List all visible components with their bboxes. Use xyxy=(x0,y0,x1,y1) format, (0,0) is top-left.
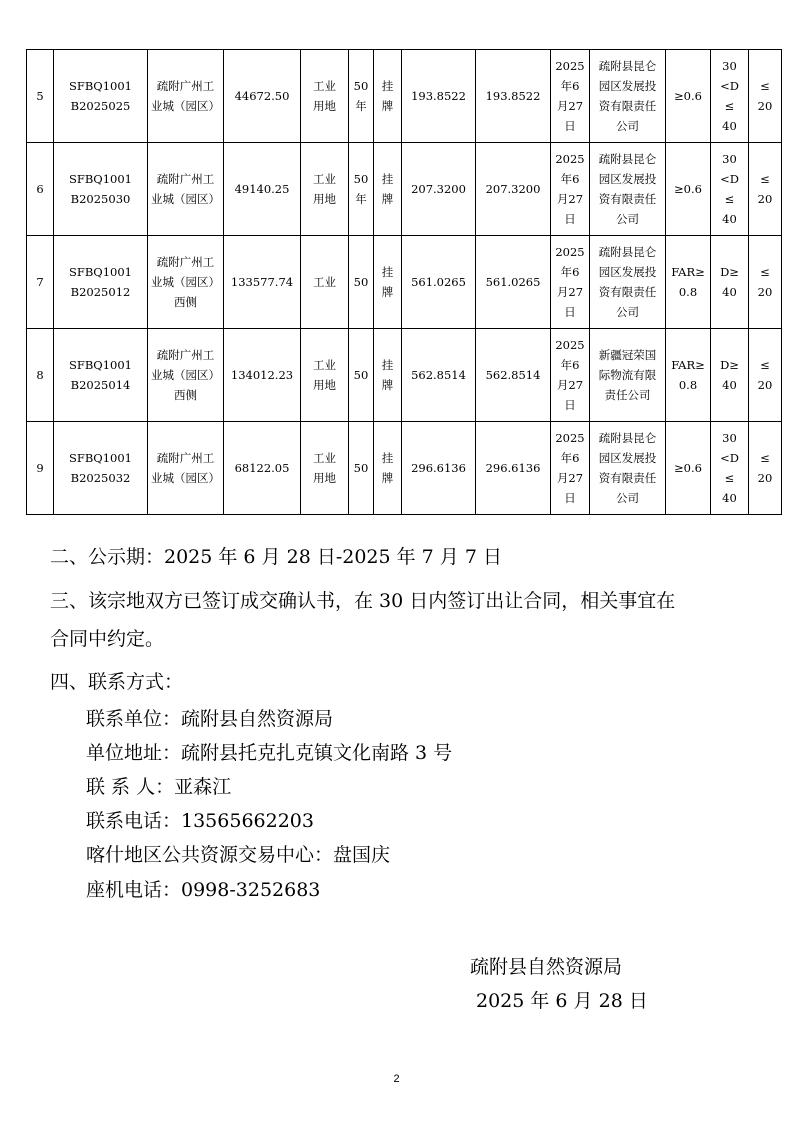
cell-area xyxy=(224,329,301,422)
cell-text: SFBQ1001 B2025030 xyxy=(68,172,132,206)
cell-date xyxy=(551,236,590,329)
cell-method xyxy=(374,422,402,515)
cell-green xyxy=(749,422,782,515)
announcement-period: 二、公示期：2025 年 6 月 28 日-2025 年 7 月 7 日 xyxy=(50,546,502,568)
cell-text: ≥0.6 xyxy=(674,89,702,103)
cell-date xyxy=(551,422,590,515)
cell-text: 561.0265 xyxy=(485,275,541,289)
cell-green xyxy=(749,236,782,329)
cell-deal-price xyxy=(476,236,551,329)
cell-code xyxy=(54,143,148,236)
cell-text: 工业 用地 xyxy=(313,172,336,206)
cell-far xyxy=(666,50,711,143)
land-transaction-table xyxy=(26,49,782,515)
contact-landline: 座机电话：0998-3252683 xyxy=(86,879,321,901)
contact-phone: 联系电话：13565662203 xyxy=(86,810,314,832)
cell-start-price xyxy=(402,329,476,422)
cell-green xyxy=(749,329,782,422)
cell-text: ≤ 20 xyxy=(757,172,773,206)
cell-green xyxy=(749,143,782,236)
cell-text: 296.6136 xyxy=(485,461,541,475)
contact-address: 单位地址：疏附县托克扎克镇文化南路 3 号 xyxy=(86,742,453,764)
cell-text: 疏附广州工 业城（园区） 西侧 xyxy=(151,348,220,402)
cell-text: 2025 年6 月27 日 xyxy=(555,431,585,505)
cell-text: 挂 牌 xyxy=(381,451,394,485)
cell-text: 2025 年6 月27 日 xyxy=(555,245,585,319)
cell-term xyxy=(349,236,374,329)
cell-use xyxy=(301,143,349,236)
contact-unit: 联系单位：疏附县自然资源局 xyxy=(86,708,334,730)
cell-use xyxy=(301,329,349,422)
cell-text: 疏附县昆仑 园区发展投 资有限责任 公司 xyxy=(598,152,657,226)
cell-text: 挂 牌 xyxy=(381,358,394,392)
cell-text: 工业 用地 xyxy=(313,358,336,392)
cell-far xyxy=(666,236,711,329)
cell-text: 133577.74 xyxy=(230,275,294,289)
cell-term xyxy=(349,329,374,422)
cell-date xyxy=(551,143,590,236)
table-row xyxy=(27,236,782,329)
cell-location xyxy=(148,143,224,236)
cell-use xyxy=(301,422,349,515)
signature-org: 疏附县自然资源局 xyxy=(470,956,623,978)
cell-code xyxy=(54,50,148,143)
contract-note-line1: 三、该宗地双方已签订成交确认书，在 30 日内签订出让合同，相关事宜在 xyxy=(50,590,676,612)
contract-note-line2: 合同中约定。 xyxy=(50,628,165,650)
cell-text: 工业 用地 xyxy=(313,451,336,485)
cell-deal-price xyxy=(476,422,551,515)
cell-text: D≥ 40 xyxy=(720,265,739,299)
table-row xyxy=(27,329,782,422)
cell-density xyxy=(711,329,749,422)
cell-text: 44672.50 xyxy=(234,89,290,103)
cell-text: FAR≥ 0.8 xyxy=(671,265,705,299)
cell-text: 工业 xyxy=(313,275,336,289)
cell-start-price xyxy=(402,143,476,236)
cell-term xyxy=(349,143,374,236)
cell-text: 挂 牌 xyxy=(381,265,394,299)
cell-text: ≤ 20 xyxy=(757,358,773,392)
cell-text: 2025 年6 月27 日 xyxy=(555,59,585,133)
cell-use xyxy=(301,236,349,329)
cell-no xyxy=(27,422,54,515)
cell-text: 50 xyxy=(353,461,369,475)
cell-buyer xyxy=(590,143,666,236)
cell-text: 50 年 xyxy=(353,79,369,113)
table-row xyxy=(27,143,782,236)
cell-text: D≥ 40 xyxy=(720,358,739,392)
cell-text: 193.8522 xyxy=(485,89,541,103)
cell-text: 疏附县昆仑 园区发展投 资有限责任 公司 xyxy=(598,245,657,319)
cell-density xyxy=(711,422,749,515)
cell-text: 6 xyxy=(36,182,44,196)
cell-code xyxy=(54,236,148,329)
cell-location xyxy=(148,329,224,422)
cell-text: 疏附广州工 业城（园区） xyxy=(151,79,220,113)
cell-start-price xyxy=(402,236,476,329)
cell-method xyxy=(374,143,402,236)
cell-text: 7 xyxy=(36,275,44,289)
cell-buyer xyxy=(590,236,666,329)
cell-text: 2025 年6 月27 日 xyxy=(555,338,585,412)
cell-text: 30 <D ≤ 40 xyxy=(720,59,739,133)
contact-heading: 四、联系方式： xyxy=(50,671,184,693)
cell-text: 68122.05 xyxy=(234,461,290,475)
signature-date: 2025 年 6 月 28 日 xyxy=(476,990,648,1012)
table-row xyxy=(27,422,782,515)
cell-text: ≤ 20 xyxy=(757,265,773,299)
cell-text: 疏附广州工 业城（园区） 西侧 xyxy=(151,255,220,309)
page-number: 2 xyxy=(393,1073,400,1085)
cell-text: SFBQ1001 B2025025 xyxy=(68,79,132,113)
cell-method xyxy=(374,236,402,329)
cell-start-price xyxy=(402,50,476,143)
cell-date xyxy=(551,50,590,143)
cell-density xyxy=(711,236,749,329)
cell-far xyxy=(666,422,711,515)
cell-deal-price xyxy=(476,50,551,143)
cell-method xyxy=(374,329,402,422)
cell-deal-price xyxy=(476,143,551,236)
cell-text: ≤ 20 xyxy=(757,451,773,485)
cell-text: 193.8522 xyxy=(411,89,466,103)
contact-person: 联 系 人：亚森江 xyxy=(86,776,232,798)
cell-text: 30 <D ≤ 40 xyxy=(720,431,739,505)
cell-text: 疏附广州工 业城（园区） xyxy=(151,172,220,206)
contact-trading-center: 喀什地区公共资源交易中心：盘国庆 xyxy=(86,844,391,866)
cell-use xyxy=(301,50,349,143)
cell-density xyxy=(711,143,749,236)
cell-date xyxy=(551,329,590,422)
cell-deal-price xyxy=(476,329,551,422)
cell-area xyxy=(224,422,301,515)
cell-location xyxy=(148,236,224,329)
cell-no xyxy=(27,236,54,329)
cell-text: 207.3200 xyxy=(485,182,541,196)
cell-far xyxy=(666,143,711,236)
cell-buyer xyxy=(590,329,666,422)
cell-text: 296.6136 xyxy=(411,461,466,475)
cell-text: 207.3200 xyxy=(411,182,466,196)
cell-method xyxy=(374,50,402,143)
cell-text: 工业 用地 xyxy=(313,79,336,113)
cell-term xyxy=(349,50,374,143)
table-row xyxy=(27,50,782,143)
cell-term xyxy=(349,422,374,515)
cell-text: 5 xyxy=(36,89,44,103)
cell-text: 50 xyxy=(353,275,369,289)
cell-text: SFBQ1001 B2025032 xyxy=(68,451,132,485)
cell-text: 561.0265 xyxy=(411,275,466,289)
cell-green xyxy=(749,50,782,143)
cell-text: 疏附县昆仑 园区发展投 资有限责任 公司 xyxy=(598,59,657,133)
cell-buyer xyxy=(590,50,666,143)
cell-text: ≤ 20 xyxy=(757,79,773,113)
cell-text: 新疆冠荣国 际物流有限 责任公司 xyxy=(598,348,657,402)
cell-area xyxy=(224,50,301,143)
cell-area xyxy=(224,236,301,329)
cell-text: 134012.23 xyxy=(230,368,294,382)
cell-text: SFBQ1001 B2025014 xyxy=(68,358,132,392)
cell-text: 50 年 xyxy=(353,172,369,206)
cell-density xyxy=(711,50,749,143)
cell-text: 50 xyxy=(353,368,369,382)
cell-text: ≥0.6 xyxy=(674,461,702,475)
cell-text: ≥0.6 xyxy=(674,182,702,196)
cell-text: 疏附县昆仑 园区发展投 资有限责任 公司 xyxy=(598,431,657,505)
cell-text: 挂 牌 xyxy=(381,79,394,113)
cell-location xyxy=(148,422,224,515)
cell-text: 562.8514 xyxy=(485,368,541,382)
cell-no xyxy=(27,50,54,143)
cell-buyer xyxy=(590,422,666,515)
cell-code xyxy=(54,422,148,515)
cell-text: FAR≥ 0.8 xyxy=(671,358,705,392)
cell-text: 562.8514 xyxy=(411,368,466,382)
cell-text: 疏附广州工 业城（园区） xyxy=(151,451,220,485)
cell-text: SFBQ1001 B2025012 xyxy=(68,265,132,299)
cell-start-price xyxy=(402,422,476,515)
cell-area xyxy=(224,143,301,236)
cell-text: 挂 牌 xyxy=(381,172,394,206)
cell-no xyxy=(27,329,54,422)
cell-code xyxy=(54,329,148,422)
cell-far xyxy=(666,329,711,422)
cell-text: 2025 年6 月27 日 xyxy=(555,152,585,226)
cell-text: 49140.25 xyxy=(234,182,290,196)
cell-text: 9 xyxy=(36,461,44,475)
cell-location xyxy=(148,50,224,143)
cell-text: 8 xyxy=(36,368,44,382)
cell-no xyxy=(27,143,54,236)
cell-text: 30 <D ≤ 40 xyxy=(720,152,739,226)
